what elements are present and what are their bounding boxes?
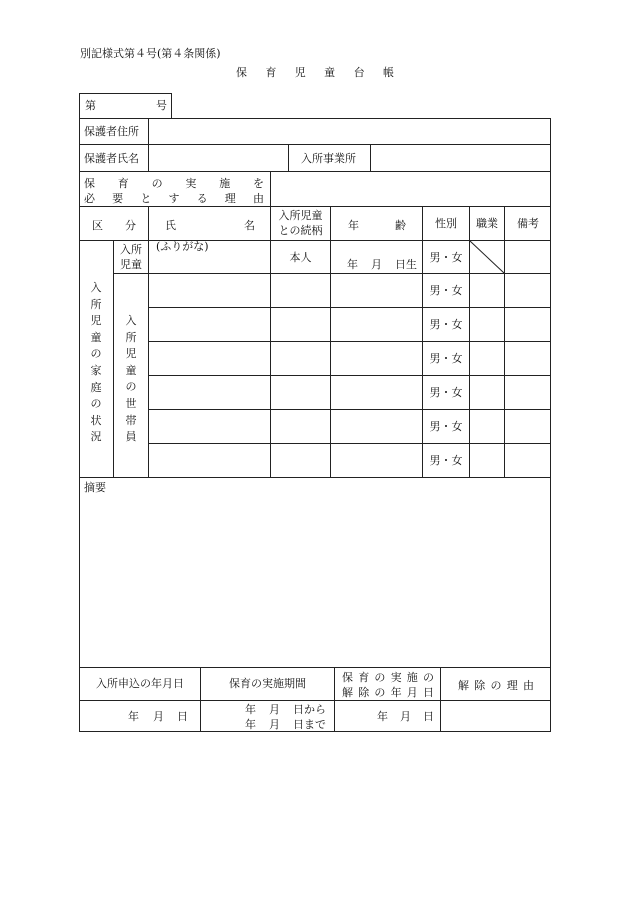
divider (370, 144, 371, 172)
divider (113, 240, 114, 477)
child-gender: 男・女 (429, 251, 463, 264)
title-char: 育 (265, 66, 277, 79)
form-reference: 別記様式第４号(第４条関係) (80, 47, 221, 60)
child-relation: 本人 (289, 251, 312, 264)
guardian-name-label: 保護者氏名 (84, 152, 139, 165)
member-gender: 男・女 (429, 386, 463, 399)
period-from-day: 日から (293, 703, 326, 716)
divider (148, 307, 551, 308)
period-from-year: 年 (245, 703, 256, 716)
member-gender: 男・女 (429, 318, 463, 331)
title-char: 保 (236, 66, 247, 79)
dob-day: 日生 (395, 258, 417, 271)
divider (79, 206, 551, 207)
release-date-label-line2: 解 除 の 年 月 日 (342, 686, 434, 699)
diagonal-strike (469, 240, 505, 274)
title-char: 台 (353, 66, 365, 79)
furigana-label: (ふりがな) (156, 240, 209, 253)
header-relation-line2: との続柄 (278, 224, 323, 237)
member-gender: 男・女 (429, 352, 463, 365)
divider (270, 171, 271, 207)
apply-month: 月 (153, 710, 164, 723)
reason-label-line2: 必 要 と す る 理 由 (84, 192, 264, 205)
header-category: 区 分 (92, 219, 136, 232)
period-label: 保育の実施期間 (229, 677, 306, 690)
divider (148, 206, 149, 240)
facility-label: 入所事業所 (301, 152, 356, 165)
apply-year: 年 (128, 710, 139, 723)
divider (148, 240, 149, 477)
header-age: 年 齢 (348, 219, 406, 232)
divider (288, 144, 289, 172)
apply-date-label: 入所申込の年月日 (96, 677, 184, 690)
period-from-month: 月 (269, 703, 280, 716)
divider (148, 409, 551, 410)
release-day: 日 (423, 710, 434, 723)
reason-label-line1: 保 育 の 実 施 を (84, 177, 264, 190)
period-to-year: 年 (245, 718, 256, 731)
summary-label: 摘要 (84, 481, 106, 494)
number-prefix: 第 (85, 99, 96, 112)
title-char: 児 (294, 66, 306, 79)
member-gender: 男・女 (429, 284, 463, 297)
divider (440, 667, 441, 732)
divider (334, 667, 335, 732)
dob-year: 年 (347, 258, 358, 271)
header-job: 職業 (476, 217, 498, 230)
guardian-address-label: 保護者住所 (84, 125, 139, 138)
release-year: 年 (377, 710, 388, 723)
member-gender: 男・女 (429, 454, 463, 467)
divider (79, 700, 551, 701)
release-reason-label: 解 除 の 理 由 (458, 679, 534, 692)
divider (79, 144, 551, 145)
child-label-line1: 入所 (120, 243, 142, 256)
divider (148, 118, 149, 172)
divider (148, 341, 551, 342)
release-date-label-line1: 保 育 の 実 施 の (342, 671, 434, 684)
header-gender: 性別 (435, 217, 457, 230)
header-relation-line1: 入所児童 (278, 209, 323, 222)
number-suffix: 号 (156, 99, 167, 112)
title-char: 帳 (382, 66, 394, 79)
divider (79, 171, 551, 172)
dob-month: 月 (371, 258, 382, 271)
member-gender: 男・女 (429, 420, 463, 433)
child-label-line2: 児童 (120, 258, 142, 271)
divider (79, 667, 551, 668)
period-to-month: 月 (269, 718, 280, 731)
title-char: 童 (324, 66, 336, 79)
header-name: 氏 名 (165, 219, 255, 232)
divider (148, 375, 551, 376)
release-month: 月 (400, 710, 411, 723)
apply-day: 日 (177, 710, 188, 723)
family-situation-label: 入 所 児 童 の 家 庭 の 状 況 (90, 281, 102, 444)
household-members-label: 入 所 児 童 の 世 帯 員 (125, 314, 137, 444)
header-notes: 備考 (517, 217, 539, 230)
divider (79, 477, 551, 478)
period-to-day: 日まで (293, 718, 326, 731)
document-title (236, 64, 394, 78)
divider (148, 443, 551, 444)
